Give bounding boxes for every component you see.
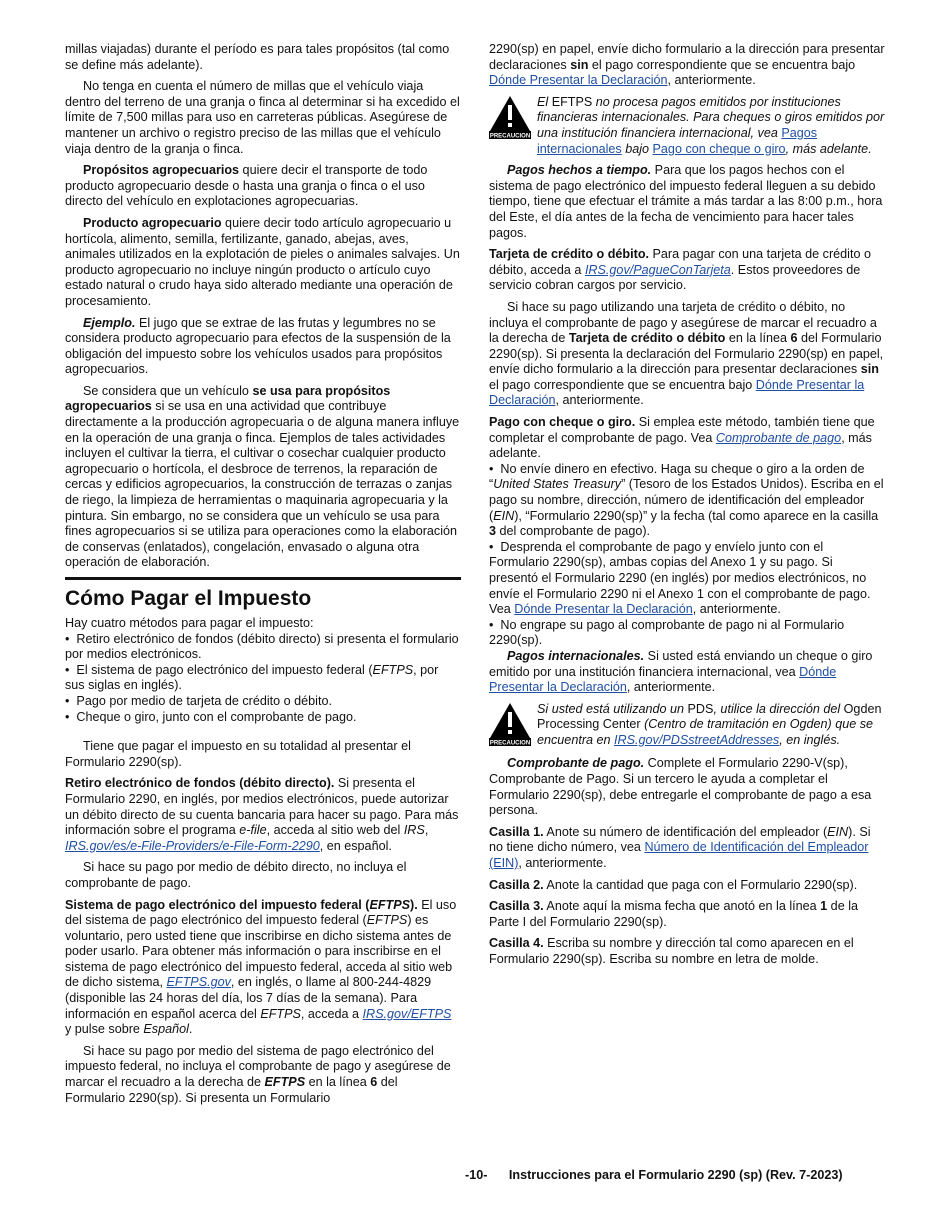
donde-presentar-link[interactable]: Dónde Presentar la Declaración [489,377,865,408]
list-item: • Desprenda el comprobante de pago y envíelo junto con el Formulario 2290(sp), ambas copias del Anexo 1 y su pago. Si presentó el Formulario 2290 (en inglés) por medios electrónicos, no envíe el Formulario 2290 ni el Anexo 1 con el comprobante de pago. Vea Dónde Presentar la Declaración, anteriormente. [489,539,871,617]
list-item: • El sistema de pago electrónico del impuesto federal (EFTPS, por sus siglas en inglés). [65,662,439,693]
paragraph: Sistema de pago electrónico del impuesto federal (EFTPS). El uso del sistema de pago electrónico del impuesto federal (EFTPS) es voluntario, pero usted tiene que inscribirse en dicho sistema antes de poder usarlo. Para obtener más información o para inscribirse en el sistema de pago electrónico del impuesto federal, acceda al sitio web de dicho sistema, EFTPS.gov, en inglés, o llame al 800-244-4829 (disponible las 24 horas del día, los 7 días de la semana). Para información en español acerca del EFTPS, acceda a IRS.gov/EFTPS y pulse sobre Español. [65,897,457,1037]
comprobante-de-pago-link[interactable]: Comprobante de pago [715,430,842,445]
paragraph: Ejemplo. El jugo que se extrae de las frutas y legumbres no se considera producto agropecuario para efectos de la suspensión de la obligación del impuesto sobre los vehículos usados para propósitos agropecuarios. [65,315,451,377]
pagos-internacionales-link[interactable]: Pagos internacionales [537,125,818,156]
paragraph: Casilla 1. Anote su número de identificación del empleador (EIN). Si no tiene dicho número, vea Número de Identificación del Empleador (EIN), anteriormente. [489,824,871,870]
pds-addresses-link[interactable]: IRS.gov/PDSstreetAddresses [614,732,780,747]
payment-methods-list [65,632,461,726]
paragraph: Propósitos agropecuarios quiere decir el transporte de todo producto agropecuario desde o hasta una granja o finca o el uso directo del vehículo en explotaciones agropecuarias. [65,163,428,209]
pague-con-tarjeta-link[interactable]: IRS.gov/PagueConTarjeta [584,262,731,277]
paragraph: Se considera que un vehículo se usa para propósitos agropecuarios si se usa en una actividad que contribuye directamente a la producción agropecuaria o de alguna manera influye en la operación de una granja o finca. Ejemplos de tales actividades incluyen el cultivar la tierra, el cultivar o cosechar cualquier producto agropecuario o hortícola, el desbroce de terrenos, la reparación de cercas y edificios agropecuarios, la construcción de terrazas o zanjas de riego, la limpieza de herramientas o maquinaria agropecuaria y la pintura. Sin embargo, no se considera que un vehículo se usa para fines agropecuarios si se utiliza para operaciones como la elaboración de conservas (enlatados), congelación, envasado o alguna otra operación de elaboración. [65,383,460,570]
caution-note [489,95,885,157]
section-heading: Cómo Pagar el Impuesto [65,577,461,612]
paragraph: Casilla 3. Anote aquí la misma fecha que anotó en la línea 1 de la Parte I del Formulario 2290(sp). [489,899,858,929]
caution-text: Si usted está utilizando un PDS, utilice la dirección del Ogden Processing Center (Centro de tramitación en Ogden) que se encuentra en IRS.gov/PDSstreetAddresses, en inglés. [537,701,882,747]
svg-text:PRECAUCION: PRECAUCION [489,133,531,139]
check-instructions-list [489,462,885,649]
paragraph: 2290(sp) en papel, envíe dicho formulario a la dirección para presentar declaraciones sin el pago correspondiente que se encuentra bajo Dónde Presentar la Declaración, anteriormente. [489,42,885,88]
caution-icon [489,702,531,751]
svg-text:PRECAUCION: PRECAUCION [489,740,531,746]
pago-cheque-link[interactable]: Pago con cheque o giro [652,141,786,156]
list-item: • Retiro electrónico de fondos (débito directo) si presenta el formulario por medios electrónicos. [65,631,459,662]
page-footer [465,1168,843,1184]
left-column [65,42,461,1112]
right-column [489,42,885,973]
caution-text: El EFTPS no procesa pagos emitidos por instituciones financieras internacionales. Para cheques o giros emitidos por una institución financiera internacional, vea Pagos internacionales bajo Pago con cheque o giro, más adelante. [537,94,885,156]
paragraph: Comprobante de pago. Complete el Formulario 2290-V(sp), Comprobante de Pago. Si un tercero le ayuda a completar el Formulario 2290(sp), debe entregarle el comprobante de pago a esa persona. [489,756,872,818]
page-number: -10- [465,1168,488,1182]
efile-link[interactable]: IRS.gov/es/e-File-Providers/e-File-Form-2290 [65,838,320,853]
paragraph: Si hace su pago por medio de débito directo, no incluya el comprobante de pago. [65,860,407,890]
list-item: • Pago por medio de tarjeta de crédito o débito. [65,693,332,708]
paragraph: Retiro electrónico de fondos (débito directo). Si presenta el Formulario 2290, en inglés, por medios electrónicos, puede autorizar un débito directo de su cuenta bancaria para hacer su pago. Para más información sobre el programa e-file, acceda al sitio web del IRS, IRS.gov/es/e-File-Providers/e-File-Form-2290, en español. [65,776,459,853]
paragraph: Si hace su pago utilizando una tarjeta de crédito o débito, no incluya el comprobante de pago y asegúrese de marcar el recuadro a la derecha de Tarjeta de crédito o débito en la línea 6 del Formulario 2290(sp). Si presenta la declaración del Formulario 2290(sp) en papel, envíe dicho formulario a la dirección para presentar declaraciones sin el pago correspondiente que se encuentra bajo Dónde Presentar la Declaración, anteriormente. [489,299,884,408]
paragraph: No tenga en cuenta el número de millas que el vehículo viaja dentro del terreno de una granja o finca al determinar si ha excedido el límite de 7,500 millas para uso en carreteras públicas. Asegúrese de mantener un archivo o registro preciso de las millas que el vehículo viaja dentro de la granja o finca. [65,79,460,156]
donde-presentar-link[interactable]: Dónde Presentar la Declaración [489,664,837,695]
paragraph: Producto agropecuario quiere decir todo artículo agropecuario u hortícola, alimento, semilla, fertilizante, ganado, abejas, aves, animales utilizados en la explotación de pieles o animales salvajes. Un producto agropecuario no incluye ningún producto o artículo cuyo estado natural o crudo haya sido alterado mediante una operación de procesamiento. [65,215,460,308]
donde-presentar-link[interactable]: Dónde Presentar la Declaración [489,73,668,88]
eftps-link[interactable]: EFTPS.gov [166,975,231,990]
list-item: • Cheque o giro, junto con el comprobante de pago. [65,709,357,724]
donde-presentar-link[interactable]: Dónde Presentar la Declaración [514,602,693,617]
paragraph: millas viajadas) durante el período es para tales propósitos (tal como se define más adelante). [65,42,450,72]
paragraph: Pagos internacionales. Si usted está enviando un cheque o giro emitido por una institución financiera internacional, vea Dónde Presentar la Declaración, anteriormente. [489,648,873,695]
ein-link[interactable]: Número de Identificación del Empleador (EIN) [489,840,869,870]
paragraph: Tiene que pagar el impuesto en su totalidad al presentar el Formulario 2290(sp). [65,739,411,769]
paragraph: Pagos hechos a tiempo. Para que los pagos hechos con el sistema de pago electrónico del impuesto federal lleguen a su debido tiempo, tiene que efectuar el trámite a más tardar a las 8:00 p.m., hora del Este, el día antes de la fecha de vencimiento para hacer tales pagos. [489,163,883,240]
paragraph: Pago con cheque o giro. Si emplea este método, también tiene que completar el comprobante de pago. Vea Comprobante de pago, más adelante. [489,415,875,461]
paragraph: Tarjeta de crédito o débito. Para pagar con una tarjeta de crédito o débito, acceda a IRS.gov/PagueConTarjeta. Estos proveedores de servicio cobran cargos por servicio. [489,247,871,293]
irs-eftps-link[interactable]: IRS.gov/EFTPS [362,1006,452,1021]
footer-title: Instrucciones para el Formulario 2290 (sp) (Rev. 7-2023) [508,1168,843,1182]
paragraph: Casilla 4. Escriba su nombre y dirección tal como aparecen en el Formulario 2290(sp). Escriba su nombre en letra de molde. [489,936,854,966]
list-item: • No engrape su pago al comprobante de pago ni al Formulario 2290(sp). [489,617,845,648]
paragraph: Si hace su pago por medio del sistema de pago electrónico del impuesto federal, no incluya el comprobante de pago y asegúrese de marcar el recuadro a la derecha de EFTPS en la línea 6 del Formulario 2290(sp). Si presenta un Formulario [65,1043,451,1105]
paragraph: Casilla 2. Anote la cantidad que paga con el Formulario 2290(sp). [489,877,858,892]
caution-note [489,702,885,751]
paragraph: Hay cuatro métodos para pagar el impuesto: [65,616,314,630]
caution-icon [489,95,531,157]
list-item: • No envíe dinero en efectivo. Haga su cheque o giro a la orden de “United States Treasury” (Tesoro de los Estados Unidos). Escriba en el pago su nombre, dirección, número de identificación del empleador (EIN), “Formulario 2290(sp)” y la fecha (tal como aparece en la casilla 3 del comprobante de pago). [489,461,884,539]
